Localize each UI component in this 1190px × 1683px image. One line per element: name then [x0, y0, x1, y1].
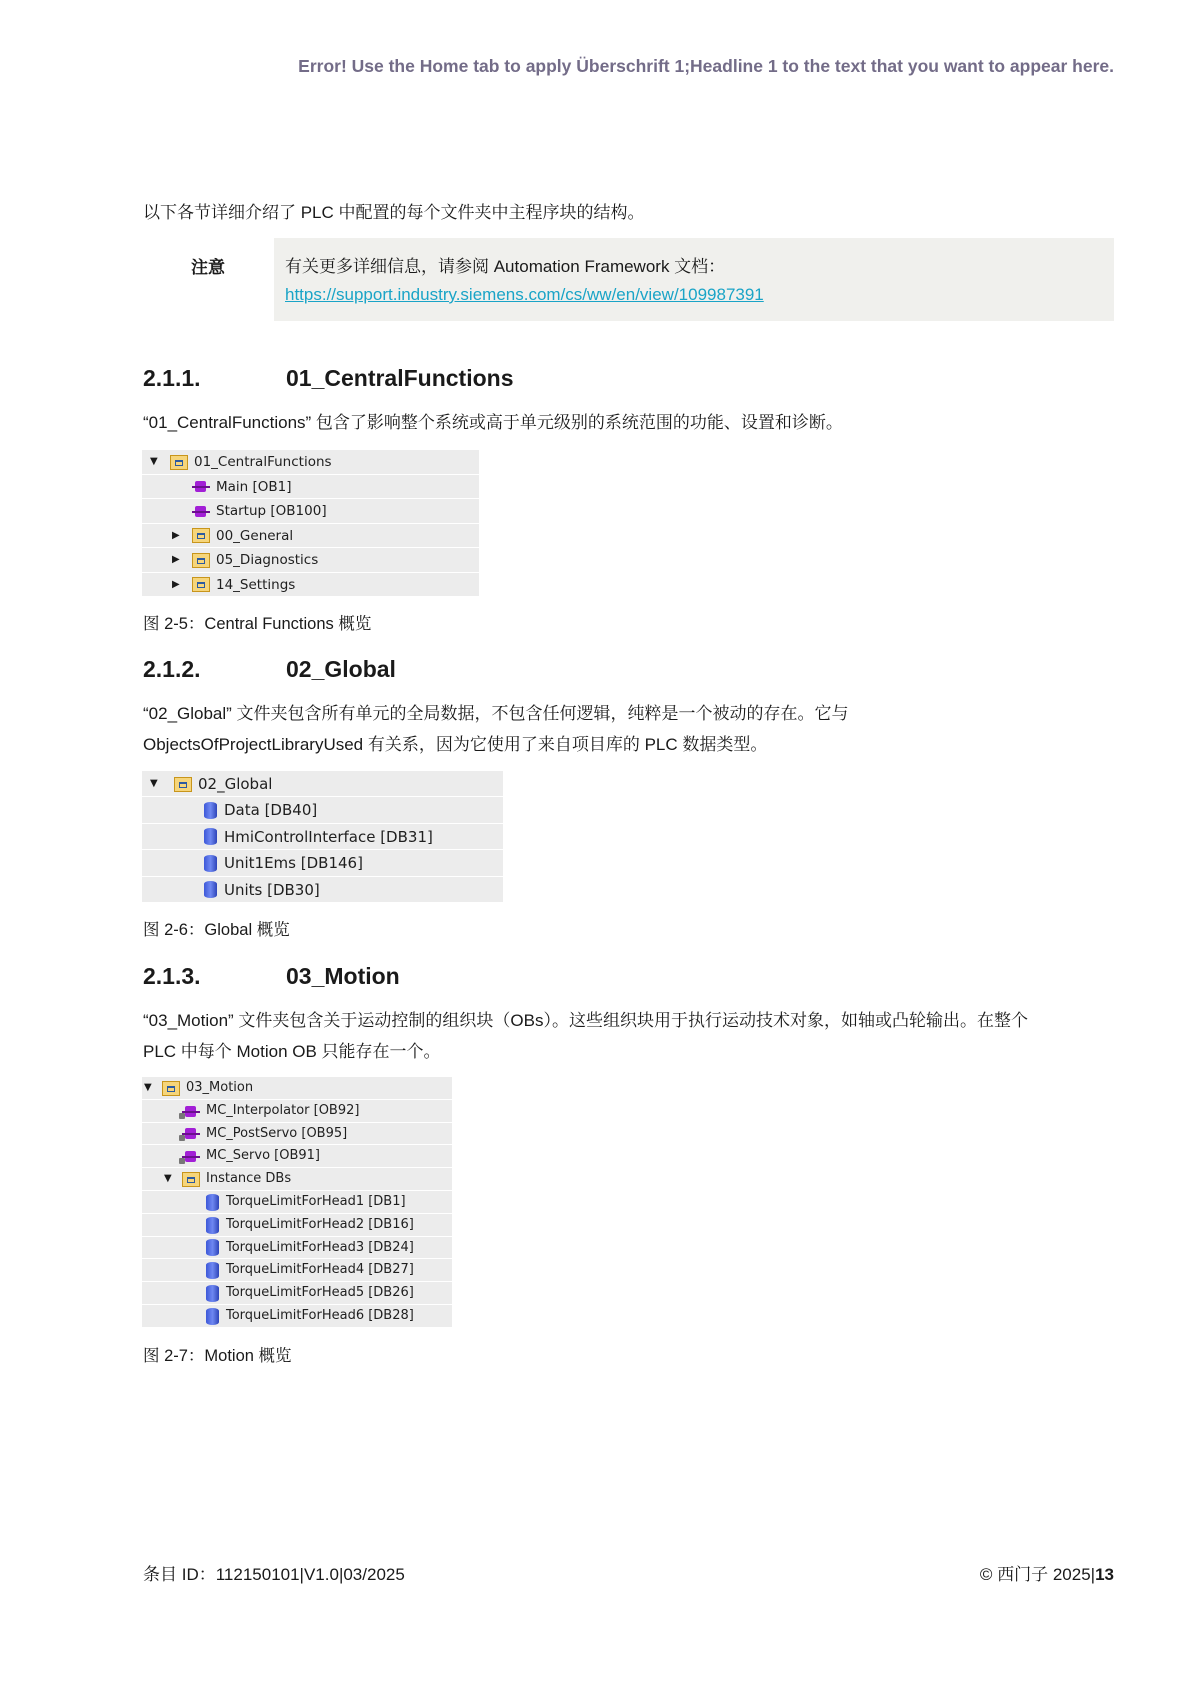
tree-node[interactable] [142, 524, 479, 549]
tree-node[interactable] [142, 797, 503, 823]
note-box [274, 238, 1114, 321]
tree-node-label: Unit1Ems [DB146] [224, 854, 363, 873]
organization-block-icon [182, 1151, 200, 1162]
data-block-icon [206, 1239, 219, 1256]
tree-node-label: Instance DBs [206, 1171, 292, 1187]
tree-node[interactable] [142, 771, 503, 797]
section-title: 02_Global [286, 656, 396, 682]
tree-node[interactable] [142, 1077, 452, 1100]
organization-block-icon [192, 481, 210, 492]
lock-icon [179, 1158, 185, 1164]
tree-node-label: 05_Diagnostics [216, 552, 319, 568]
tree-node-label: MC_Interpolator [OB92] [206, 1102, 360, 1118]
lock-icon [179, 1135, 185, 1141]
collapse-arrow-icon[interactable]: ▶ [172, 529, 180, 541]
page-header: Error! Use the Home tab to apply Überschrift 1;Headline 1 to the text that you want to appear here. [298, 56, 1114, 76]
collapse-arrow-icon[interactable]: ▶ [172, 554, 180, 565]
tree-node-label: 01_CentralFunctions [194, 454, 332, 470]
figure-caption: 图 2-5：Central Functions 概览 [143, 615, 372, 633]
collapse-arrow-icon[interactable]: ▶ [172, 578, 180, 590]
data-block-icon [206, 1194, 219, 1211]
footer-copyright [980, 1560, 1114, 1585]
tree-node-label: 14_Settings [216, 576, 296, 593]
tree-node[interactable] [142, 824, 503, 850]
data-block-icon [206, 1217, 219, 1234]
expand-arrow-icon[interactable]: ▼ [150, 778, 158, 789]
tree-node-label: 02_Global [198, 775, 273, 793]
lock-icon [179, 1113, 185, 1119]
folder-icon [192, 577, 210, 592]
organization-block-icon [182, 1106, 200, 1117]
tree-node[interactable] [142, 1100, 452, 1123]
intro-text: 以下各节详细介绍了 PLC 中配置的每个文件夹中主程序块的结构。 [143, 203, 645, 222]
data-block-icon [206, 1262, 219, 1279]
folder-icon [170, 455, 188, 470]
note-label: 注意 [191, 258, 225, 277]
folder-icon [162, 1081, 180, 1096]
data-block-icon [204, 802, 217, 819]
tree-node[interactable] [142, 1214, 452, 1237]
tree-node[interactable] [142, 1305, 452, 1328]
tree-node[interactable] [142, 1191, 452, 1214]
data-block-icon [204, 881, 217, 898]
folder-icon [174, 777, 192, 792]
section-number: 2.1.2. [143, 656, 201, 682]
section-number: 2.1.3. [143, 963, 201, 989]
tree-node-label: 00_General [216, 527, 294, 544]
data-block-icon [206, 1308, 219, 1325]
tree-node-label: Units [DB30] [224, 880, 320, 899]
tree-node-label: HmiControlInterface [DB31] [224, 827, 433, 846]
organization-block-icon [182, 1128, 200, 1139]
organization-block-icon [192, 506, 210, 517]
section-heading [143, 365, 514, 392]
copyright-text: © 西门子 2025| [979, 1565, 1096, 1584]
tree-node[interactable] [142, 475, 479, 500]
expand-arrow-icon[interactable]: ▼ [150, 456, 158, 467]
section-title: 03_Motion [286, 963, 400, 989]
project-tree-global [142, 771, 503, 903]
data-block-icon [204, 828, 217, 845]
figure-caption: 图 2-6：Global 概览 [143, 921, 290, 939]
documentation-link[interactable]: https://support.industry.siemens.com/cs/ww/en/view/109987391 [285, 285, 764, 304]
tree-node-label: TorqueLimitForHead6 [DB28] [226, 1307, 414, 1323]
tree-node-label: MC_Servo [OB91] [206, 1148, 321, 1164]
tree-node-label: TorqueLimitForHead4 [DB27] [226, 1262, 414, 1278]
tree-node-label: Startup [OB100] [216, 503, 327, 519]
tree-node-label: Main [OB1] [216, 478, 292, 495]
tree-node-label: Data [DB40] [224, 801, 318, 820]
paragraph-line: “03_Motion” 文件夹包含关于运动控制的组织块（OBs）。这些组织块用于执行运动技术对象，如轴或凸轮输出。在整个 [143, 1011, 1028, 1030]
expand-arrow-icon[interactable]: ▼ [164, 1173, 172, 1185]
tree-node[interactable] [142, 1168, 452, 1191]
expand-arrow-icon[interactable]: ▼ [144, 1082, 152, 1093]
paragraph-line: PLC 中每个 Motion OB 只能存在一个。 [143, 1042, 441, 1061]
folder-icon [192, 528, 210, 543]
section-number: 2.1.1. [143, 365, 201, 391]
footer-entry-id: 条目 ID：112150101|V1.0|03/2025 [143, 1565, 405, 1584]
tree-node[interactable] [142, 1237, 452, 1260]
section-heading [143, 656, 396, 683]
folder-icon [182, 1172, 200, 1187]
tree-node[interactable] [142, 1282, 452, 1305]
section-paragraph [143, 1005, 1123, 1067]
data-block-icon [204, 855, 217, 872]
project-tree-motion [142, 1077, 452, 1328]
tree-node[interactable] [142, 450, 479, 475]
section-title: 01_CentralFunctions [286, 365, 514, 391]
tree-node[interactable] [142, 548, 479, 573]
tree-node-label: TorqueLimitForHead3 [DB24] [226, 1239, 414, 1255]
tree-node[interactable] [142, 499, 479, 524]
tree-node-label: TorqueLimitForHead5 [DB26] [226, 1285, 414, 1301]
page-number: 13 [1095, 1565, 1114, 1584]
tree-node[interactable] [142, 573, 479, 598]
tree-node[interactable] [142, 850, 503, 876]
tree-node-label: MC_PostServo [OB95] [206, 1125, 348, 1141]
data-block-icon [206, 1285, 219, 1302]
tree-node-label: 03_Motion [186, 1080, 254, 1095]
tree-node[interactable] [142, 1259, 452, 1282]
section-paragraph: “01_CentralFunctions” 包含了影响整个系统或高于单元级别的系统范围的功能、设置和诊断。 [143, 413, 843, 432]
section-heading [143, 963, 400, 990]
paragraph-line: “02_Global” 文件夹包含所有单元的全局数据，不包含任何逻辑，纯粹是一个被动的存在。它与 [143, 704, 849, 723]
tree-node[interactable] [142, 1145, 452, 1168]
project-tree-central-functions [142, 450, 479, 597]
section-paragraph [143, 698, 1123, 760]
tree-node-label: TorqueLimitForHead2 [DB16] [226, 1216, 414, 1232]
folder-icon [192, 553, 210, 568]
tree-node[interactable] [142, 877, 503, 903]
paragraph-line: ObjectsOfProjectLibraryUsed 有关系，因为它使用了来自项目库的 PLC 数据类型。 [143, 735, 768, 754]
note-text: 有关更多详细信息，请参阅 Automation Framework 文档： [285, 257, 726, 276]
tree-node[interactable] [142, 1123, 452, 1146]
figure-caption: 图 2-7：Motion 概览 [143, 1347, 292, 1365]
tree-node-label: TorqueLimitForHead1 [DB1] [226, 1193, 406, 1209]
